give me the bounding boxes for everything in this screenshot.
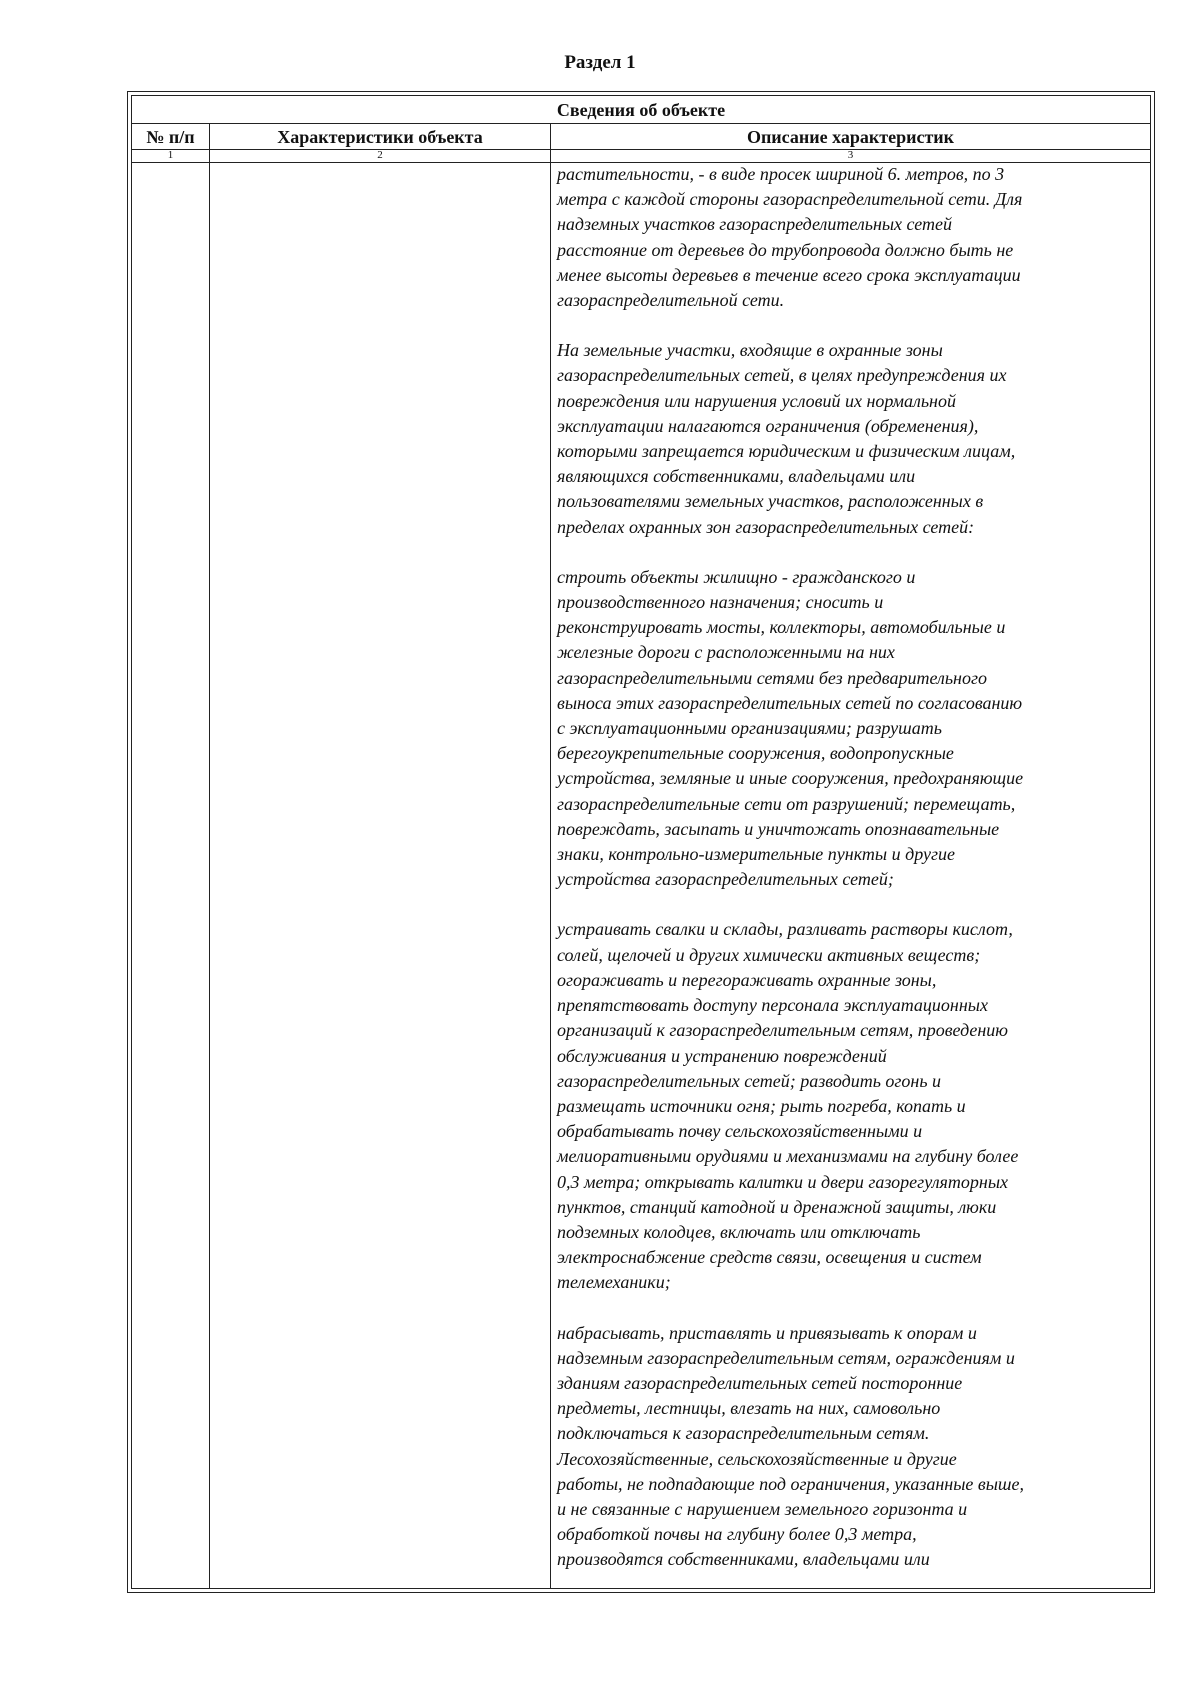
description-paragraph: устраивать свалки и склады, разливать растворы кислот, солей, щелочей и других химически активных веществ; огораживать и перегораживать охранные зоны, препятствовать доступу персонала эксплуатационных организаций к газораспределительным сетям, проведению обслуживания и устранению повреждений газораспределительных сетей; разводить огонь и размещать источники огня; рыть погреба, копать и обрабатывать почву сельскохозяйственными и мелиоративными орудиями и механизмами на глубину более 0,3 метра; открывать калитки и двери газорегуляторных пунктов, станций катодной и дренажной защиты, люки подземных колодцев, включать или отключать электроснабжение средств связи, освещения и систем телемеханики; [557, 919, 1019, 1293]
header-object-characteristics: Характеристики объекта [210, 123, 551, 150]
body-cell-item-number [132, 163, 210, 1588]
header-item-number: № п/п [132, 123, 210, 150]
header-characteristics-description: Описание характеристик [551, 123, 1150, 150]
column-number-2: 2 [210, 149, 551, 163]
description-paragraph: На земельные участки, входящие в охранные зоны газораспределительных сетей, в целях предупреждения их повреждения или нарушения условий их нормальной эксплуатации налагаются ограничения (обременения), которыми запрещается юридическим и физическим лицам, являющихся собственниками, владельцами или пользователями земельных участков, расположенных в пределах охранных зон газораспределительных сетей: [557, 340, 1016, 537]
column-number-1: 1 [132, 149, 210, 163]
description-paragraph: набрасывать, приставлять и привязывать к опорам и надземным газораспределительным сетям, ограждениям и зданиям газораспределительных сетей посторонние предметы, лестницы, влезать на них, самовольно подключаться к газораспределительным сетям. Лесохозяйственные, сельскохозяйственные и другие работы, не подпадающие под ограничения, указанные выше, и не связанные с нарушением земельного горизонта и обработкой почвы на глубину более 0,3 метра, производятся собственниками, владельцами или [557, 1322, 1024, 1570]
description-paragraph: растительности, - в виде просек шириной 6. метров, по 3 метра с каждой стороны газораспределительной сети. Для надземных участков газораспределительных сетей расстояние от деревьев до трубопровода должно быть не менее высоты деревьев в течение всего срока эксплуатации газораспределительной сети. [557, 164, 1023, 311]
object-info-table [127, 91, 1155, 1593]
description-paragraph: строить объекты жилищно - гражданского и производственного назначения; сносить и реконструировать мосты, коллекторы, автомобильные и железные дороги с расположенными на них газораспределительными сетями без предварительного выноса этих газораспределительных сетей по согласованию с эксплуатационными организациями; разрушать берегоукрепительные сооружения, водопропускные устройства, земляные и иные сооружения, предохраняющие газораспределительные сети от разрушений; перемещать, повреждать, засыпать и уничтожать опознавательные знаки, контрольно-измерительные пункты и другие устройства газораспределительных сетей; [557, 566, 1024, 890]
characteristics-description-cell [557, 162, 1142, 1598]
body-cell-object-characteristics [210, 163, 551, 1588]
table-title: Сведения об объекте [132, 96, 1150, 124]
section-title: Раздел 1 [564, 52, 636, 73]
column-number-3: 3 [551, 149, 1150, 163]
